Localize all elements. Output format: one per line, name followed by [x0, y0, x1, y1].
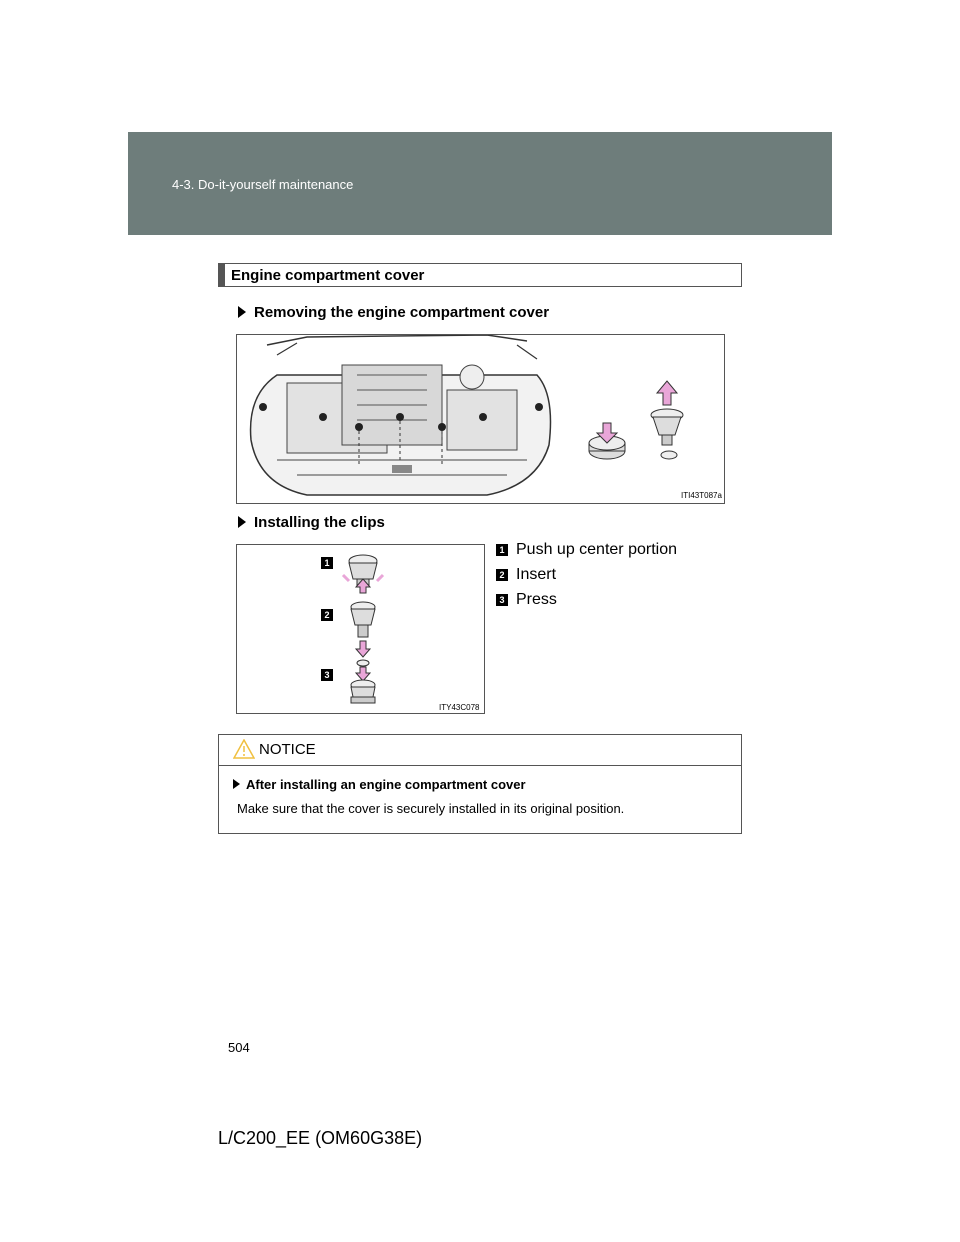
title-accent	[219, 264, 225, 286]
document-code: L/C200_EE (OM60G38E)	[218, 1128, 423, 1148]
removing-heading-text: Removing the engine compartment cover	[254, 304, 550, 321]
step-text: Press	[516, 591, 557, 608]
step-item	[496, 591, 557, 609]
figure-step-number: 1	[321, 557, 333, 569]
notice-label: NOTICE	[259, 741, 316, 758]
engine-illustration	[237, 335, 724, 503]
notice-item-body: Make sure that the cover is securely installed in its original position.	[237, 801, 625, 816]
notice-item-title-text: After installing an engine compartment cover	[246, 777, 526, 792]
page-number: 504	[228, 1040, 250, 1055]
figure-code: ITI43T087a	[681, 491, 722, 500]
step-text: Push up center portion	[516, 541, 677, 558]
step-number: 1	[496, 544, 508, 556]
section-breadcrumb: 4-3. Do-it-yourself maintenance	[172, 177, 354, 192]
bullet-triangle-icon	[238, 306, 246, 318]
bullet-triangle-icon	[233, 779, 240, 789]
clip-steps-illustration	[237, 545, 484, 713]
installing-heading-text: Installing the clips	[254, 514, 385, 531]
figure-code: ITY43C078	[439, 703, 480, 712]
section-title: Engine compartment cover	[231, 267, 425, 284]
clips-figure	[236, 544, 485, 714]
step-item	[496, 566, 556, 584]
engine-figure	[236, 334, 725, 504]
notice-box	[218, 734, 742, 834]
step-number: 2	[496, 569, 508, 581]
installing-heading	[238, 514, 385, 531]
removing-heading	[238, 304, 549, 321]
notice-header	[219, 735, 741, 766]
figure-step-number: 3	[321, 669, 333, 681]
step-number: 3	[496, 594, 508, 606]
figure-step-number: 2	[321, 609, 333, 621]
notice-item-title	[233, 777, 526, 792]
bullet-triangle-icon	[238, 516, 246, 528]
section-title-bar	[218, 263, 742, 287]
step-item	[496, 541, 677, 559]
warning-triangle-icon	[233, 739, 255, 759]
step-text: Insert	[516, 566, 557, 583]
